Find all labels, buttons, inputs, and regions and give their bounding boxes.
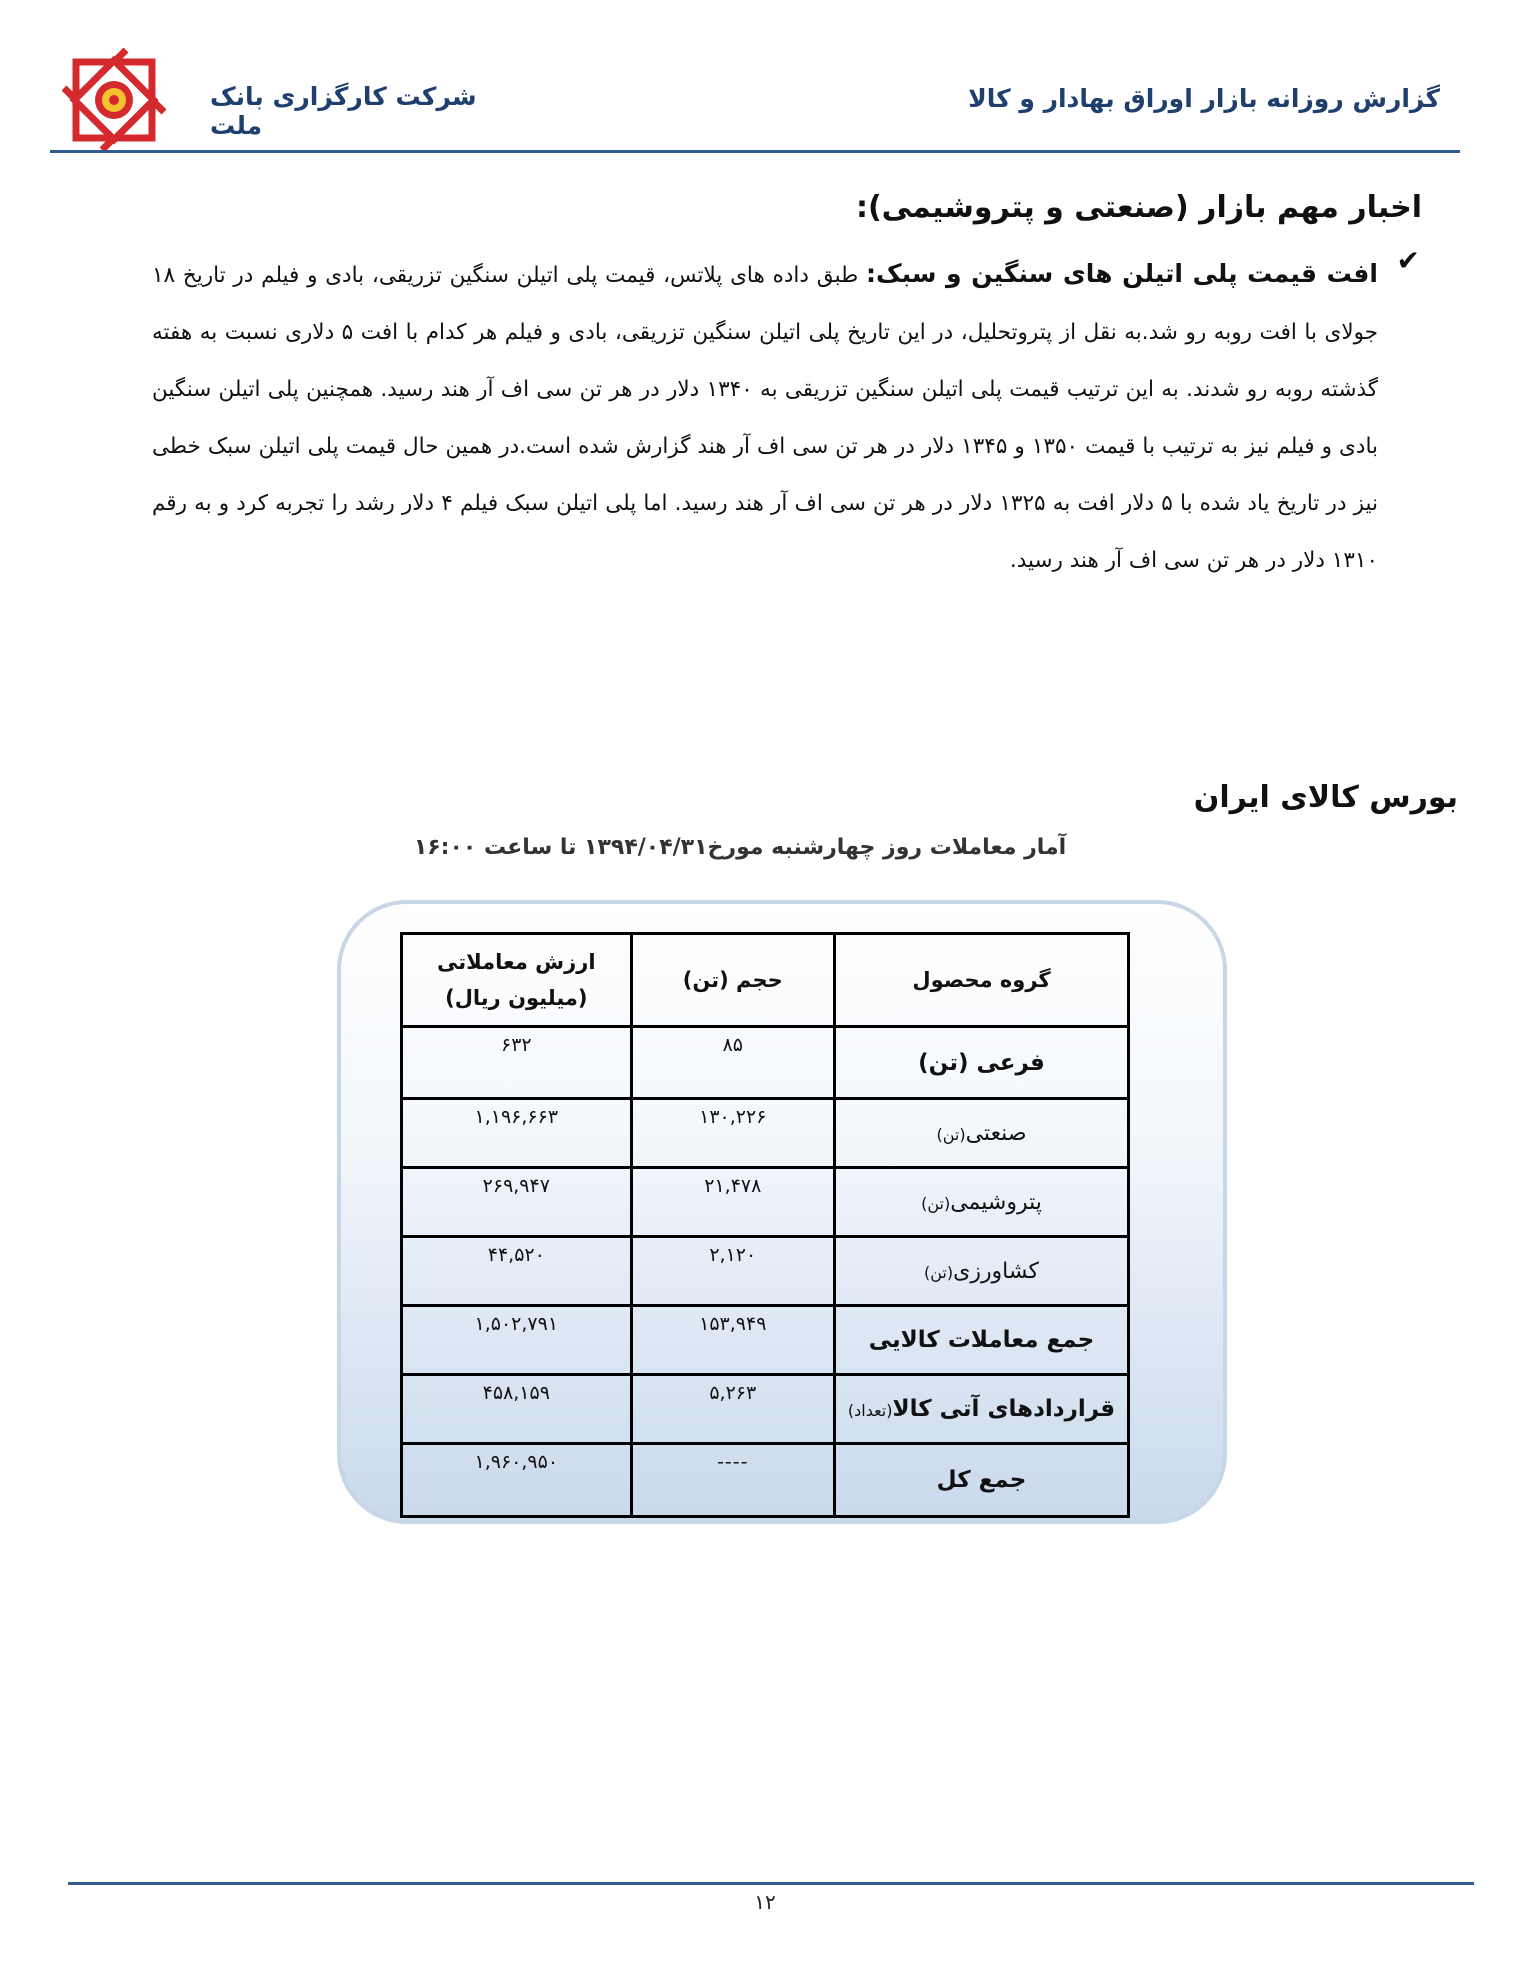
row-label: فرعی (تن) xyxy=(834,1027,1128,1099)
news-item-title: افت قیمت پلی اتیلن های سنگین و سبک: xyxy=(866,259,1378,288)
row-volume: ۵,۲۶۳ xyxy=(631,1375,834,1444)
row-label xyxy=(834,1168,1128,1237)
row-value: ۱,۵۰۲,۷۹۱ xyxy=(402,1306,632,1375)
table-row xyxy=(402,1306,1129,1375)
row-label xyxy=(834,1099,1128,1168)
table-header-row xyxy=(402,934,1129,1027)
row-value: ۱,۹۶۰,۹۵۰ xyxy=(402,1444,632,1517)
row-label: جمع کل xyxy=(834,1444,1128,1517)
row-volume: ۱۳۰,۲۲۶ xyxy=(631,1099,834,1168)
table-caption: آمار معاملات روز چهارشنبه مورخ۱۳۹۴/۰۴/۳۱ تا ساعت ۱۶:۰۰ xyxy=(413,835,1067,860)
row-value: ۴۵۸,۱۵۹ xyxy=(402,1375,632,1444)
row-label-unit: (تن) xyxy=(921,1193,951,1213)
row-value: ۲۶۹,۹۴۷ xyxy=(402,1168,632,1237)
header-product-group: گروه محصول xyxy=(834,934,1128,1027)
bank-mellat-logo xyxy=(62,48,166,152)
trading-stats-table xyxy=(400,932,1130,1518)
row-volume: ۸۵ xyxy=(631,1027,834,1099)
header-value-line1: ارزش معاملاتی xyxy=(437,950,596,974)
page-number: ۱۲ xyxy=(754,1890,776,1914)
table-row xyxy=(402,1168,1129,1237)
row-label-text: پتروشیمی xyxy=(950,1189,1042,1215)
news-heading: اخبار مهم بازار (صنعتی و پتروشیمی): xyxy=(855,190,1422,225)
row-volume: ۲,۱۲۰ xyxy=(631,1237,834,1306)
table-row xyxy=(402,1237,1129,1306)
news-item-body: طبق داده های پلاتس، قیمت پلی اتیلن سنگین تزریقی، بادی و فیلم در تاریخ ۱۸ جولای با افت روبه رو شد.به نقل از پتروتحلیل، در این تاریخ پلی اتیلن سنگین تزریقی، بادی و فیلم هر کدام با افت ۵ دلاری نسبت به هفته گذشته روبه رو شدند. به این ترتیب قیمت پلی اتیلن سنگین تزریقی به ۱۳۴۰ دلار در هر تن سی اف آر هند رسید. همچنین پلی اتیلن سنگین بادی و فیلم نیز به ترتیب با قیمت ۱۳۵۰ و ۱۳۴۵ دلار در هر تن سی اف آر هند گزارش شده است.در همین حال قیمت پلی اتیلن سبک خطی نیز در تاریخ یاد شده با ۵ دلار افت به ۱۳۲۵ دلار در هر تن سی اف آر هند رسید. اما پلی اتیلن سبک فیلم ۴ دلار رشد را تجربه کرد و به رقم ۱۳۱۰ دلار در هر تن سی اف آر هند رسید. xyxy=(152,263,1379,573)
table-row xyxy=(402,1375,1129,1444)
news-item xyxy=(152,245,1420,589)
row-volume: ---- xyxy=(631,1444,834,1517)
row-label-text: کشاورزی xyxy=(953,1258,1039,1284)
row-label-unit: (تن) xyxy=(936,1124,966,1144)
row-volume: ۱۵۳,۹۴۹ xyxy=(631,1306,834,1375)
row-label-unit: (تعداد) xyxy=(847,1401,893,1420)
row-label: جمع معاملات کالایی xyxy=(834,1306,1128,1375)
exchange-heading: بورس کالای ایران xyxy=(1193,780,1458,815)
table-row xyxy=(402,1027,1129,1099)
row-value: ۴۴,۵۲۰ xyxy=(402,1237,632,1306)
table-row-total xyxy=(402,1444,1129,1517)
row-label xyxy=(834,1237,1128,1306)
footer-divider xyxy=(68,1882,1474,1885)
report-title: گزارش روزانه بازار اوراق بهادار و کالا xyxy=(968,84,1440,113)
news-paragraph xyxy=(152,245,1378,589)
header-value xyxy=(402,934,632,1027)
company-name: شرکت کارگزاری بانک ملت xyxy=(210,82,477,140)
row-label xyxy=(834,1375,1128,1444)
row-volume: ۲۱,۴۷۸ xyxy=(631,1168,834,1237)
table-row xyxy=(402,1099,1129,1168)
header-volume: حجم (تن) xyxy=(631,934,834,1027)
header-value-line2: (میلیون ریال) xyxy=(445,986,588,1010)
header-divider xyxy=(50,150,1460,153)
row-label-text: صنعتی xyxy=(965,1120,1027,1146)
row-label-text: قراردادهای آتی کالا xyxy=(892,1396,1116,1422)
row-value: ۶۳۲ xyxy=(402,1027,632,1099)
row-value: ۱,۱۹۶,۶۶۳ xyxy=(402,1099,632,1168)
row-label-unit: (تن) xyxy=(923,1262,954,1282)
check-icon: ✔ xyxy=(1396,244,1420,277)
